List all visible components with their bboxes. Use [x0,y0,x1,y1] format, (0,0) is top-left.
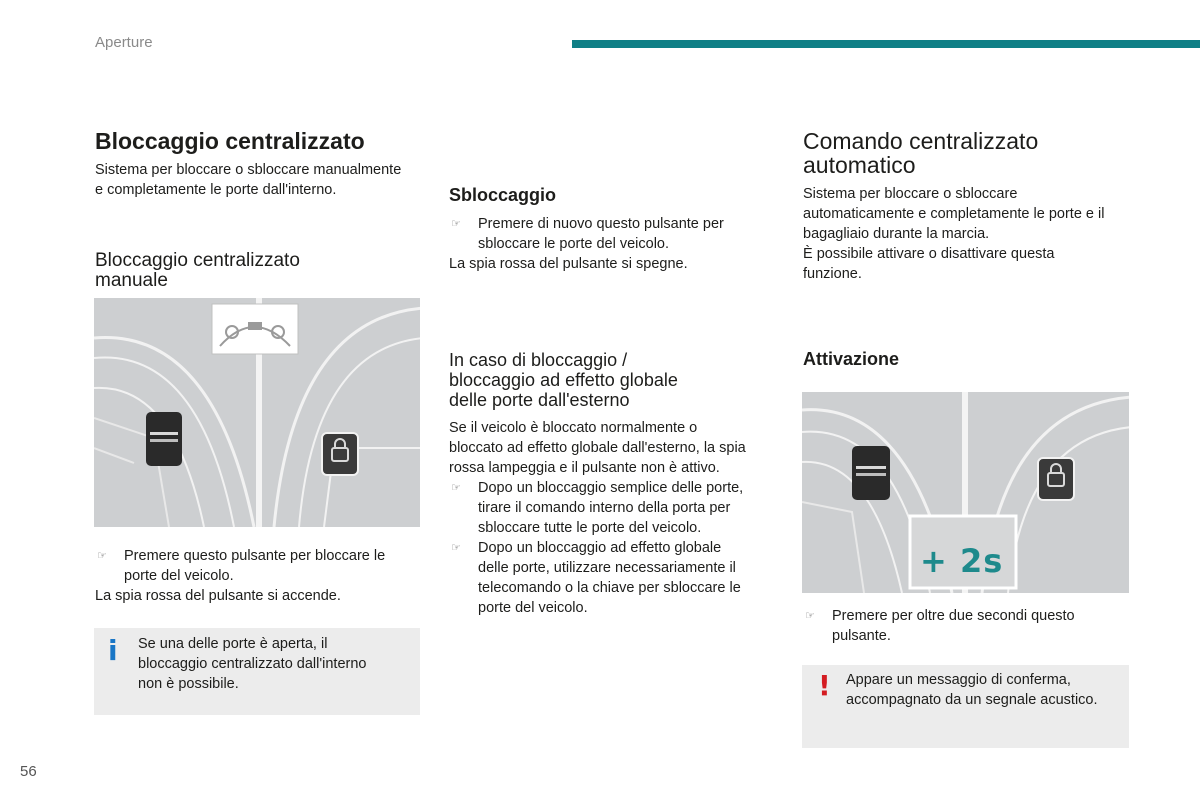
text-line: Se una delle porte è aperta, il [138,636,328,652]
subtitle-manual-locking [95,251,300,291]
section-label: Aperture [95,34,153,51]
external-locking-block [449,418,779,618]
title-activation: Attivazione [803,349,900,369]
bullet-item [449,538,779,618]
header-accent-bar [572,40,1200,48]
warning-icon: ! [818,669,831,702]
dashboard-drawing [94,298,420,527]
text-line: Premere di nuovo questo pulsante per [478,216,724,232]
bullet-item [95,546,415,586]
bullet-item [449,214,769,254]
text-line: e completamente le porte dall'interno. [95,182,337,198]
text-line: non è possibile. [138,676,239,692]
heading-line: delle porte dall'esterno [449,390,630,410]
bullet-item [449,478,779,538]
heading-line: Comando centralizzato [803,128,1039,154]
intro-automatic-locking [803,184,1143,284]
heading-line: bloccaggio ad effetto globale [449,370,678,390]
text-line: Appare un messaggio di conferma, [846,672,1071,688]
page-number: 56 [20,763,37,780]
title-unlocking: Sbloccaggio [449,185,557,205]
heading-line: Bloccaggio centralizzato [95,250,300,271]
heading-line: manuale [95,270,168,291]
text-line: accompagnato da un segnale acustico. [846,692,1098,708]
text-line: sbloccare tutte le porte del veicolo. [478,520,702,536]
title-external-locking [449,350,678,410]
text-line: rossa lampeggia e il pulsante non è attivo. [449,460,720,476]
activation-illustration [802,392,1129,593]
text-line: Dopo un bloccaggio ad effetto globale [478,540,722,556]
hand-pointer-icon: ☞ [451,217,461,230]
text-line: automaticamente e completamente le porte e il [803,206,1105,222]
note-text [138,634,366,694]
text-line: porte del veicolo. [124,568,234,584]
text-line: funzione. [803,266,862,282]
text-line: bloccato ad effetto globale dall'esterno, la spia [449,440,746,456]
heading-line: automatico [803,152,916,178]
text-line: bagagliaio durante la marcia. [803,226,990,242]
hand-pointer-icon: ☞ [451,481,461,494]
text-line: bloccaggio centralizzato dall'interno [138,656,367,672]
text-line: Se il veicolo è bloccato normalmente o [449,420,698,436]
text-line: Sistema per bloccare o sbloccare manualmente [95,162,402,178]
text-line: È possibile attivare o disattivare questa [803,246,1055,262]
text-line: pulsante. [832,628,891,644]
bullet-item [803,606,1133,646]
title-automatic-locking [803,129,1038,177]
hold-duration-badge: + 2s [920,542,1004,580]
text-line: Premere questo pulsante per bloccare le [124,548,386,564]
title-central-locking: Bloccaggio centralizzato [95,128,365,154]
unlock-block [449,214,769,274]
text-line: porte del veicolo. [478,600,588,616]
text-line: La spia rossa del pulsante si spegne. [449,256,688,272]
text-line: delle porte, utilizzare necessariamente il [478,560,736,576]
text-line: tirare il comando interno della porta per [478,500,731,516]
text-line: Dopo un bloccaggio semplice delle porte, [478,480,744,496]
info-icon: i [108,634,118,667]
text-line: telecomando o la chiave per sbloccare le [478,580,741,596]
text-line: Premere per oltre due secondi questo [832,608,1075,624]
hand-pointer-icon: ☞ [451,541,461,554]
hand-pointer-icon: ☞ [805,609,815,622]
text-line: La spia rossa del pulsante si accende. [95,588,341,604]
warning-note [802,665,1129,748]
hand-pointer-icon: ☞ [97,549,107,562]
bullet-activation [803,606,1133,646]
heading-line: In caso di bloccaggio / [449,350,628,370]
note-text [846,670,1098,710]
dashboard-illustration [94,298,420,527]
intro-central-locking [95,160,425,200]
text-line: sbloccare le porte del veicolo. [478,236,670,252]
info-note [94,628,420,715]
bullet-lock-instruction [95,546,415,606]
text-line: Sistema per bloccare o sbloccare [803,186,1018,202]
